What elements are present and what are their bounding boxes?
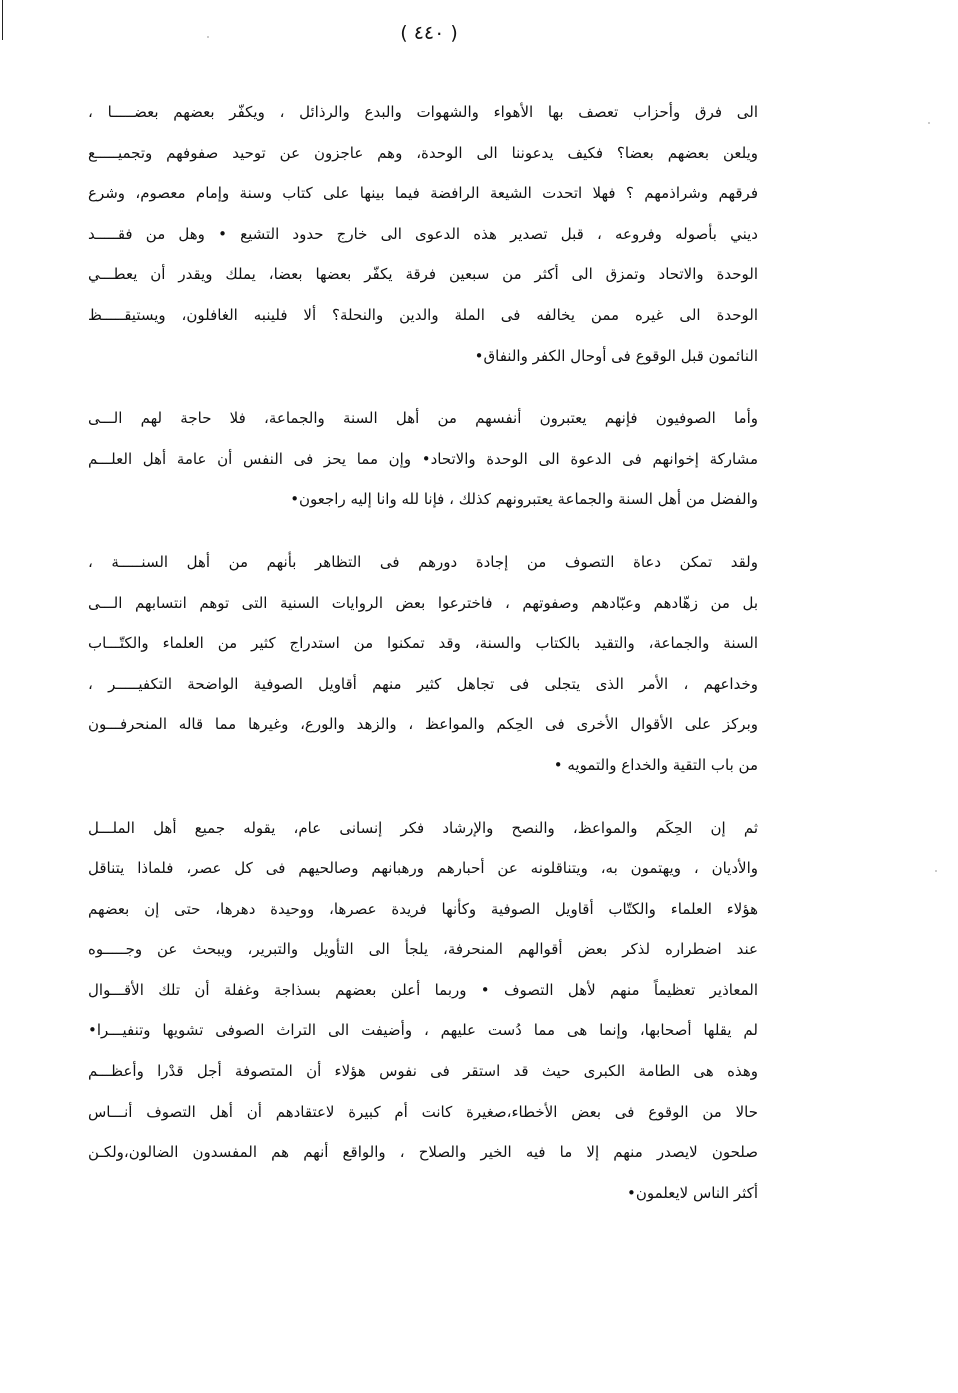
paragraph-2 xyxy=(88,398,758,520)
text-line: الوحدة والاتحاد وتمزق الى أكثر من سبعين فرقة يكفّر بعضها بعضا، يملك ويقدر أن يعطـــي xyxy=(88,265,758,284)
paragraph-1 xyxy=(88,92,758,376)
page-number: ( ٤٤٠ ) xyxy=(400,22,458,44)
text-line: فرقهم وشراذمهم ؟ فهلا اتحدت الشيعة الرافضة فيما بينها على كتاب وسنة وإمام معصوم، وشرع xyxy=(88,184,758,203)
text-line: الى فرق وأحزاب تعصف بها الأهواء والشهوات والبدع والرذائل ، ويكفّر بعضهم بعضـــــا ، xyxy=(88,103,758,121)
text-line: عند اضطراره لذكر بعض أقوالهم المنحرفة، يلجأ الى التأويل والتبرير، ويبحث عن وجـــــوه xyxy=(88,940,758,959)
text-line: والفضل من أهل السنة والجماعة يعتبرونهم كذلك ، فإنا لله وانا إليه راجعون• xyxy=(290,490,758,509)
text-line: صلحون لايصدر منهم إلا ما فيه الخير والصلاح ، والواقع أنهم هم المفسدون الضالون،ولكـن xyxy=(88,1143,758,1162)
paragraph-4 xyxy=(88,808,758,1214)
paragraph-3 xyxy=(88,542,758,786)
text-line: مشاركة إخوانهم فى الدعوة الى الوحدة والاتحاد• وإن مما يحز فى النفس أن عامة أهل العلـــم xyxy=(88,449,758,468)
text-line: وهذه هى الطامة الكبرى حيث قد استقر فى نفوس هؤلاء أن المتصوفة أجل قدْرا وأعظـــم xyxy=(88,1062,758,1081)
scan-speck xyxy=(207,36,209,38)
text-line: ولقد تمكن دعاة التصوف من إجادة دورهم فى التظاهر بأنهم من أهل السنـــــة ، xyxy=(88,552,758,571)
text-line: وأما الصوفيون فإنهم يعتبرون أنفسهم من أهل السنة والجماعة، فلا حاجة لهم الـــى xyxy=(88,409,758,428)
text-line: حالا من الوقوع فى بعض الأخطاء،صغيرة كانت أم كبيرة لاعتقادهم أن أهل التصوف أنـــاس xyxy=(88,1102,758,1121)
text-line: هؤلاء العلماء والكتّاب أقاويل الصوفية وكأنها فريدة عصرها، ووحيدة دهرها، حتى إن بعضهم xyxy=(88,899,758,918)
text-line: والأديان ، ويهتمون به، ويتناقلونه عن أحبارهم ورهبانهم وصالحيهم فى كل عصر، فلماذا يتناقل xyxy=(88,859,758,878)
text-line: الوحدة الى غيره ممن يخالفه فى الملة والدين والنحلة؟ ألا فلينبه الغافلون، ويستيقـــــظ xyxy=(88,305,758,324)
text-line: المعاذير تعظيماً منهم لأهل التصوف • وربما أعلن بعضهم بسذاجة وغفلة أن تلك الأقـــوال xyxy=(88,980,758,999)
text-line: أكثر الناس لايعلمون• xyxy=(626,1183,758,1202)
text-line: وبركز على الأقوال الأخرى فى الحِكم والمواعظ ، والزهد والورع، وغيرها مما قاله المنحرفـــون xyxy=(88,715,758,734)
text-line: من باب التقية والخداع والتمويه • xyxy=(553,755,758,774)
text-line: النائمون قبل الوقوع فى أوحال الكفر والنفاق• xyxy=(474,346,758,365)
scan-speck xyxy=(928,122,930,124)
text-line: ويلعن بعضهم بعضا؟ فكيف يدعوننا الى الوحدة، وهم عاجزون عن توحيد صفوفهم وتجميـــــع xyxy=(88,143,758,162)
text-line: بل من زهّادهم وعبّادهم وصفوتهم ، فاخترعوا بعض الروايات السنية التى توهم انتسابهم الـــى xyxy=(88,593,758,612)
scan-speck xyxy=(935,870,937,872)
text-line: وخداعهم ، الأمر الذى يتجلى فى تجاهل كثير منهم أقاويل الصوفية الواضحة التكفيـــــر ، xyxy=(88,674,758,693)
page-body xyxy=(88,92,758,1235)
text-line: ديني بأصوله وفروعه ، قبل تصدير هذه الدعوى الى خارج حدود التشيع • وهل من فقـــــد xyxy=(88,224,758,243)
text-line: السنة والجماعة، والتقيد بالكتاب والسنة، وقد تمكنوا من استدراج كثير من العلماء والكتّـــاب xyxy=(88,634,758,653)
text-line: لم يقلها أصحابها، وإنما هى مما دُست عليهم ، وأضيفت الى التراث الصوفى تشويها وتنفيـــرا• xyxy=(88,1021,758,1040)
text-line: ثم إن الحِكَم والمواعظ، والنصح والإرشاد فكر إنسانى عام، يقوله جميع أهل الملـــل xyxy=(88,818,758,837)
